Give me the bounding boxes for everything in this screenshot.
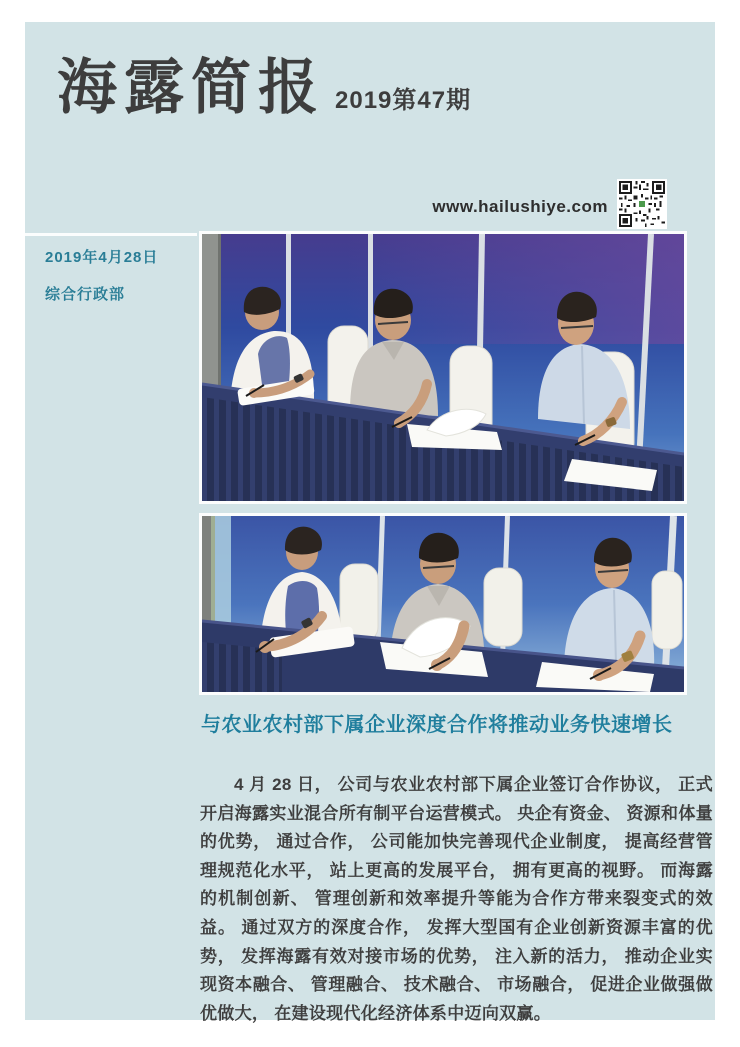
meta-block [45, 246, 158, 304]
qr-center-logo [639, 201, 645, 207]
divider-line [25, 233, 197, 236]
photo-signing-close-graphic [202, 516, 684, 692]
website-url: www.hailushiye.com [432, 197, 608, 216]
article-body: 4 月 28 日， 公司与农业农村部下属企业签订合作协议， 正式开启海露实业混合所有制平台运营模式。 央企有资金、 资源和体量的优势， 通过合作， 公司能加快完善现代企业制度， 提高经营管理规范化水平， 站上更高的发展平台， 拥有更高的视野。 而海露的机制创新、 管理创新和效率提升等能为合作方带来裂变式的效益。 通过双方的深度合作， 发挥大型国有企业创新资源丰富的优势， 发挥海露有效对接市场的优势， 注入新的活力， 推动企业实现资本融合、 管理融合、 技术融合、 市场融合， 促进企业做强做优做大， 在建设现代化经济体系中迈向双赢。 [200, 775, 713, 1023]
photo-signing-wide [199, 231, 687, 504]
photo-signing-wide-graphic [202, 234, 684, 501]
qr-code-icon [617, 179, 667, 229]
publish-date: 2019年4月28日 [45, 249, 159, 266]
issue-number: 2019第47期 [335, 87, 472, 114]
qr-code-graphic [619, 181, 665, 227]
masthead [57, 50, 471, 125]
department-label: 综合行政部 [45, 286, 126, 303]
photo-signing-close [199, 513, 687, 695]
page-title: 海露简报 [57, 54, 325, 121]
article-headline: 与农业农村部下属企业深度合作将推动业务快速增长 [201, 714, 673, 736]
